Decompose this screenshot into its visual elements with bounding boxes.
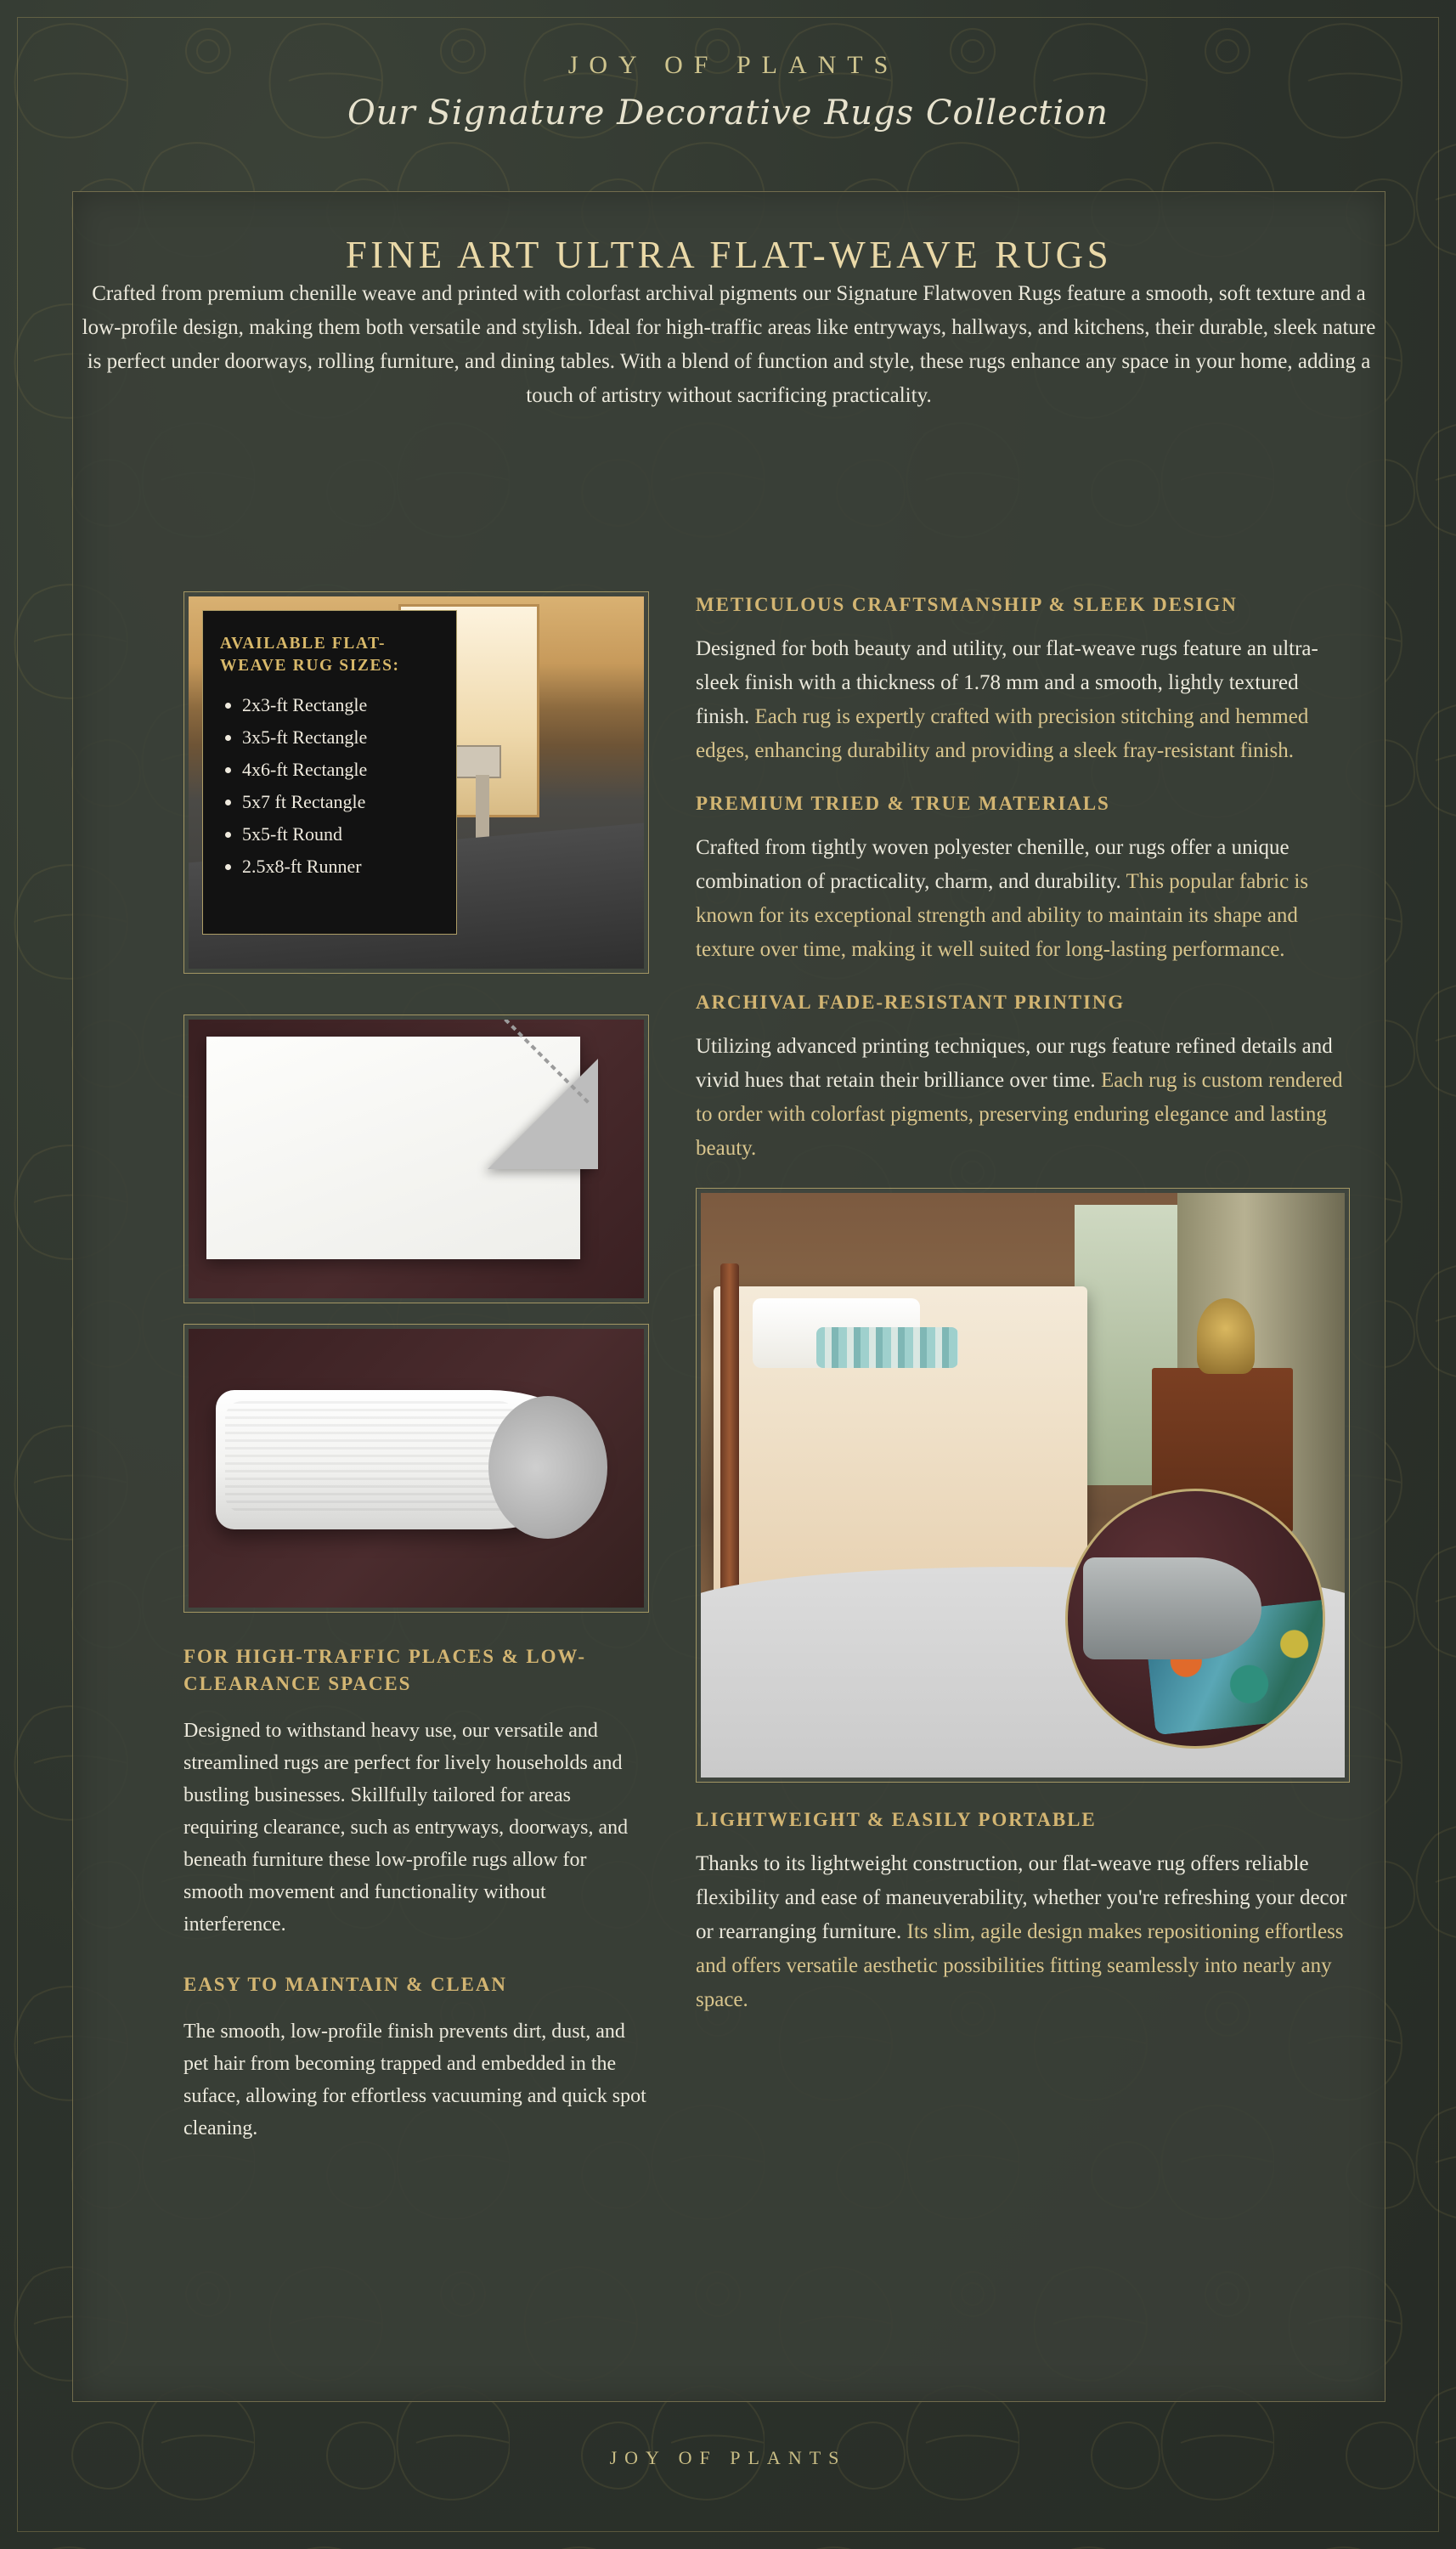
section-body: Thanks to its lightweight construction, our flat-weave rug offers reliable flexibility and ease of maneuverability, whether you're refreshing your decor or rearranging furniture. xyxy=(696,1852,1347,1943)
list-item: • 2x3-ft Rectangle xyxy=(242,689,439,721)
section-body-highlight: Each rug is expertly crafted with precision stitching and hemmed edges, enhancing durability and providing a sleek fray-resistant finish. xyxy=(696,705,1309,762)
section-materials xyxy=(696,790,1350,967)
rolled-rug-inset xyxy=(1065,1489,1325,1749)
brand-subtitle: Our Signature Decorative Rugs Collection xyxy=(347,93,1109,133)
section-heading: ARCHIVAL FADE-RESISTANT PRINTING xyxy=(696,992,1126,1013)
sizes-photo xyxy=(183,591,649,974)
intro-paragraph: Crafted from premium chenille weave and printed with colorfast archival pigments our Signature Flatwoven Rugs feature a smooth, soft texture and a low-profile design, making them both versatile and stylish. Ideal for high-traffic areas like entryways, hallways, and kitchens, their durable, sleek nature is perfect under doorways, rolling furniture, and dining tables. With a blend of function and style, these rugs enhance any space in your home, adding a touch of artistry without sacrificing practicality. xyxy=(82,282,1376,407)
folded-rug-photo xyxy=(183,1015,649,1303)
sizes-card xyxy=(202,610,457,935)
brand-kicker: JOY OF PLANTS xyxy=(567,51,900,79)
section-heading: METICULOUS CRAFTSMANSHIP & SLEEK DESIGN xyxy=(696,594,1238,615)
section-easy-maintain xyxy=(183,1971,649,2145)
section-body-highlight: Its slim, agile design makes repositioning effortless and offers versatile aesthetic possibilities fitting seamlessly into nearly any space. xyxy=(696,1920,1344,2011)
list-item: • 5x7 ft Rectangle xyxy=(242,786,439,818)
section-body: Utilizing advanced printing techniques, our rugs feature refined details and vivid hues that retain their brilliance over time. xyxy=(696,1035,1333,1092)
footer-brand: JOY OF PLANTS xyxy=(609,2447,847,2468)
page-title: FINE ART ULTRA FLAT-WEAVE RUGS xyxy=(345,234,1113,276)
list-item: • 3x5-ft Rectangle xyxy=(242,721,439,754)
section-body: Designed for both beauty and utility, our flat-weave rugs feature an ultra-sleek finish with a thickness of 1.78 mm and a smooth, lightly textured finish. xyxy=(696,637,1318,728)
section-heading: LIGHTWEIGHT & EASILY PORTABLE xyxy=(696,1809,1097,1830)
right-column xyxy=(696,591,1350,2017)
section-heading: FOR HIGH-TRAFFIC PLACES & LOW-CLEARANCE SPACES xyxy=(183,1646,586,1694)
masthead xyxy=(0,51,1456,133)
section-body: Crafted from tightly woven polyester chenille, our rugs offer a unique combination of practicality, charm, and durability. xyxy=(696,836,1290,893)
sizes-list xyxy=(220,689,439,883)
list-item: • 2.5x8-ft Runner xyxy=(242,851,439,883)
rolled-rug-photo xyxy=(183,1324,649,1613)
section-body: The smooth, low-profile finish prevents dirt, dust, and pet hair from becoming trapped and embedded in the suface, allowing for effortless vacuuming and quick spot cleaning. xyxy=(183,2021,646,2139)
section-high-traffic xyxy=(183,1643,649,1941)
content-panel xyxy=(72,191,1385,2402)
section-craftsmanship xyxy=(696,591,1350,768)
section-lightweight xyxy=(696,1806,1350,2017)
section-heading: PREMIUM TRIED & TRUE MATERIALS xyxy=(696,793,1110,814)
section-heading: EASY TO MAINTAIN & CLEAN xyxy=(183,1974,507,1995)
list-item: • 5x5-ft Round xyxy=(242,818,439,851)
left-column xyxy=(183,591,649,2145)
sizes-card-title: AVAILABLE FLAT-WEAVE RUG SIZES: xyxy=(220,635,400,675)
section-body-highlight: Each rug is custom rendered to order with colorfast pigments, preserving enduring elegance and lasting beauty. xyxy=(696,1069,1343,1160)
section-printing xyxy=(696,989,1350,1166)
section-body-highlight: This popular fabric is known for its exceptional strength and ability to maintain its shape and texture over time, making it well suited for long-lasting performance. xyxy=(696,870,1309,961)
bedroom-photo xyxy=(696,1188,1350,1783)
section-body: Designed to withstand heavy use, our versatile and streamlined rugs are perfect for lively households and bustling businesses. Skillfully tailored for areas requiring clearance, such as entryways, doorways, and beneath furniture these low-profile rugs allow for smooth movement and functionality without interference. xyxy=(183,1720,629,1936)
list-item: • 4x6-ft Rectangle xyxy=(242,754,439,786)
